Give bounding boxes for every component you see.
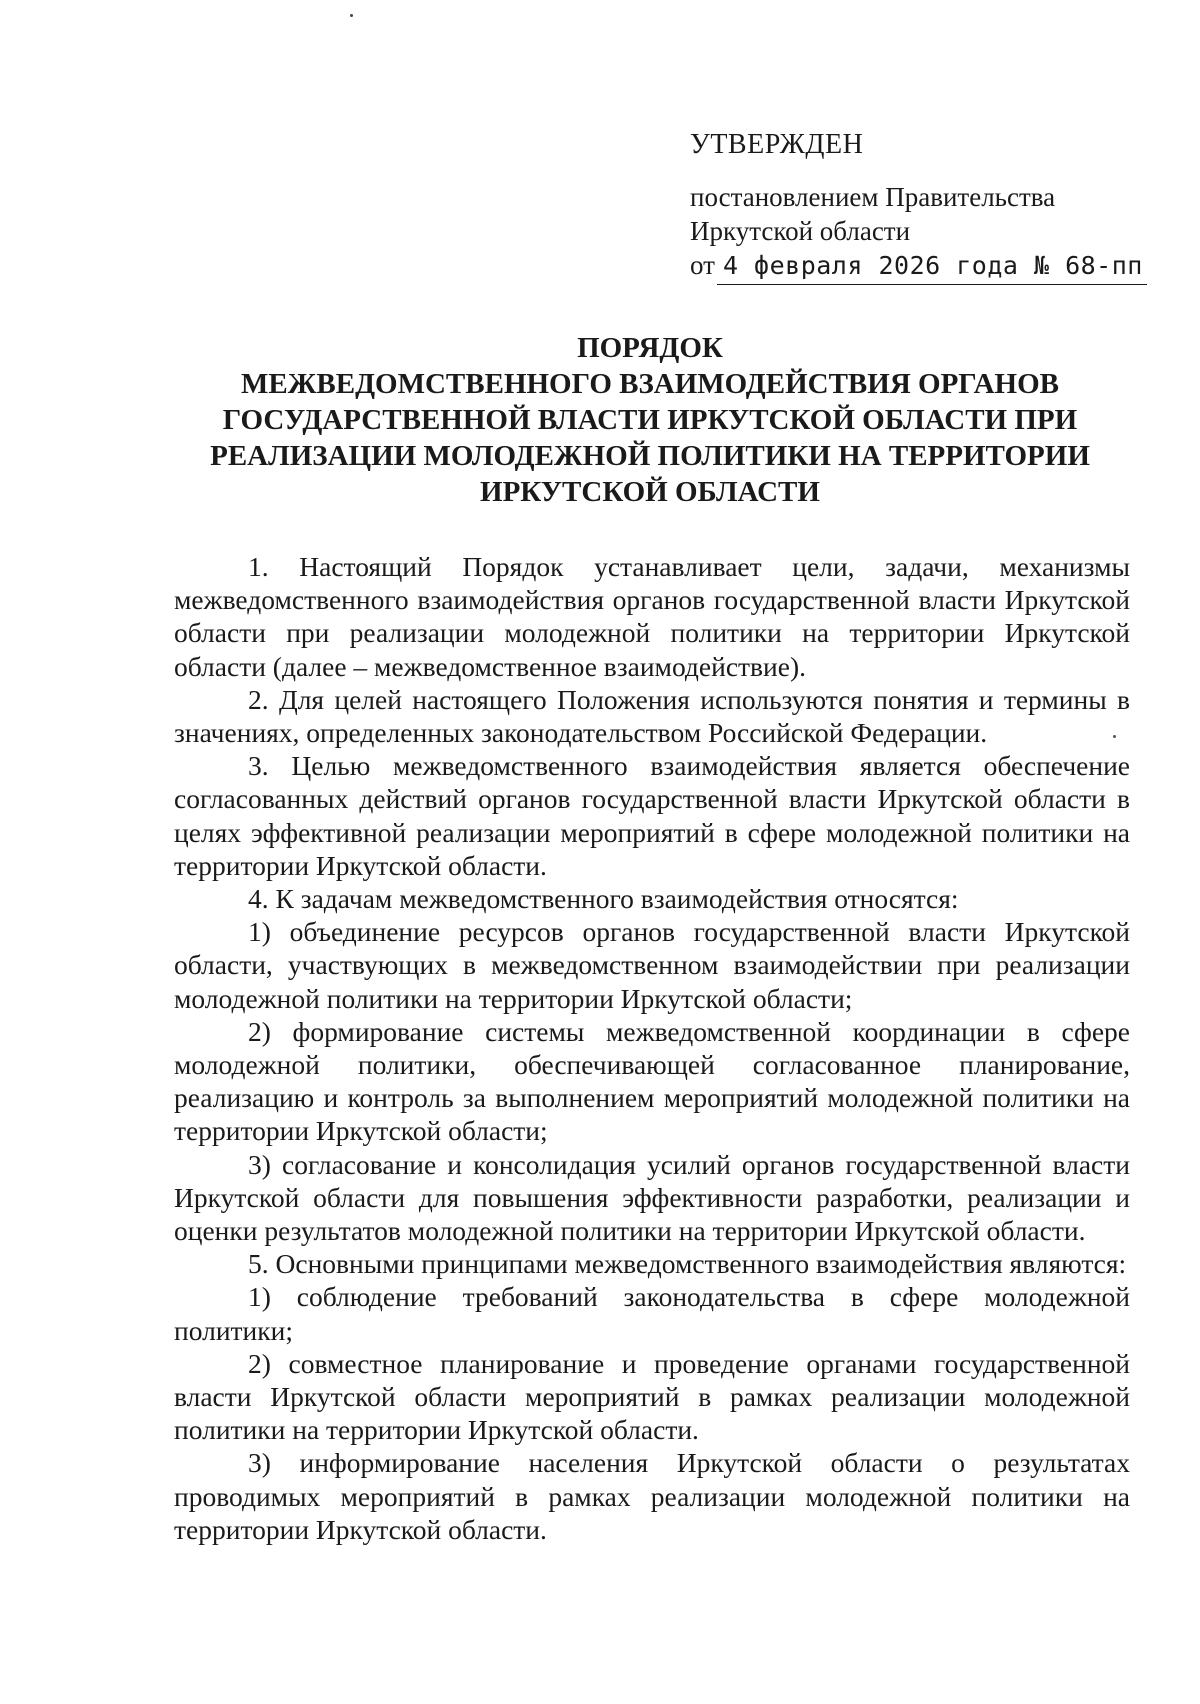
paragraph-5-item-3: 3) информирование населения Иркутской области о результатах проводимых мероприятий в рамках реализации молодежной политики на территории Иркутской области.: [174, 1447, 1130, 1545]
title-line: ПОРЯДОК: [577, 332, 723, 364]
title-line: ГОСУДАРСТВЕННОЙ ВЛАСТИ ИРКУТСКОЙ ОБЛАСТИ ПРИ: [222, 404, 1078, 436]
title-line: ИРКУТСКОЙ ОБЛАСТИ: [480, 476, 820, 508]
paragraph-1: 1. Настоящий Порядок устанавливает цели, задачи, механизмы межведомственного взаимодействия органов государственной власти Иркутской области при реализации молодежной политики на территории Иркутской области (далее – межведомственное взаимодействие).: [174, 551, 1130, 682]
approval-date-value: 4 февраля 2026 года № 68-пп: [717, 249, 1147, 285]
approval-title: УТВЕРЖДЕН: [690, 129, 864, 160]
paragraph-5-item-1: 1) соблюдение требований законодательства в сфере молодежной политики;: [174, 1281, 1130, 1346]
scan-speck: [350, 14, 353, 17]
title-line: МЕЖВЕДОМСТВЕННОГО ВЗАИМОДЕЙСТВИЯ ОРГАНОВ: [241, 368, 1059, 400]
approval-line-2: Иркутской области: [690, 216, 911, 246]
paragraph-4-item-3: 3) согласование и консолидация усилий органов государственной власти Иркутской области для повышения эффективности разработки, реализации и оценки результатов молодежной политики на территории Иркутской области.: [174, 1148, 1130, 1247]
paragraph-2: 2. Для целей настоящего Положения используются понятия и термины в значениях, определенных законодательством Российской Федерации.: [174, 683, 1130, 749]
paragraph-5: 5. Основными принципами межведомственного взаимодействия являются:: [248, 1248, 1127, 1280]
paragraph-4-item-1: 1) объединение ресурсов органов государственной власти Иркутской области, участвующих в межведомственном взаимодействии при реализации молодежной политики на территории Иркутской области;: [174, 916, 1130, 1014]
paragraph-5-item-2: 2) совместное планирование и проведение органами государственной власти Иркутской области мероприятий в рамках реализации молодежной политики на территории Иркутской области.: [174, 1347, 1130, 1446]
document-title: [180, 330, 1120, 510]
document-body: [174, 550, 1130, 1546]
paragraph-4: 4. К задачам межведомственного взаимодействия относятся:: [248, 883, 959, 915]
approval-line-1: постановлением Правительства: [690, 182, 1056, 212]
paragraph-3: 3. Целью межведомственного взаимодействия является обеспечение согласованных действий органов государственной власти Иркутской области в целях эффективной реализации мероприятий в сфере молодежной политики на территории Иркутской области.: [174, 750, 1130, 881]
approval-date-prefix: от: [690, 250, 715, 280]
paragraph-4-item-2: 2) формирование системы межведомственной координации в сфере молодежной политики, обеспечивающей согласованное планирование, реализацию и контроль за выполнением мероприятий молодежной политики на территории Иркутской области;: [174, 1015, 1130, 1147]
approval-stamp: [690, 128, 1160, 285]
approval-date-line: [690, 248, 1160, 285]
title-line: РЕАЛИЗАЦИИ МОЛОДЕЖНОЙ ПОЛИТИКИ НА ТЕРРИТОРИИ: [210, 440, 1090, 472]
